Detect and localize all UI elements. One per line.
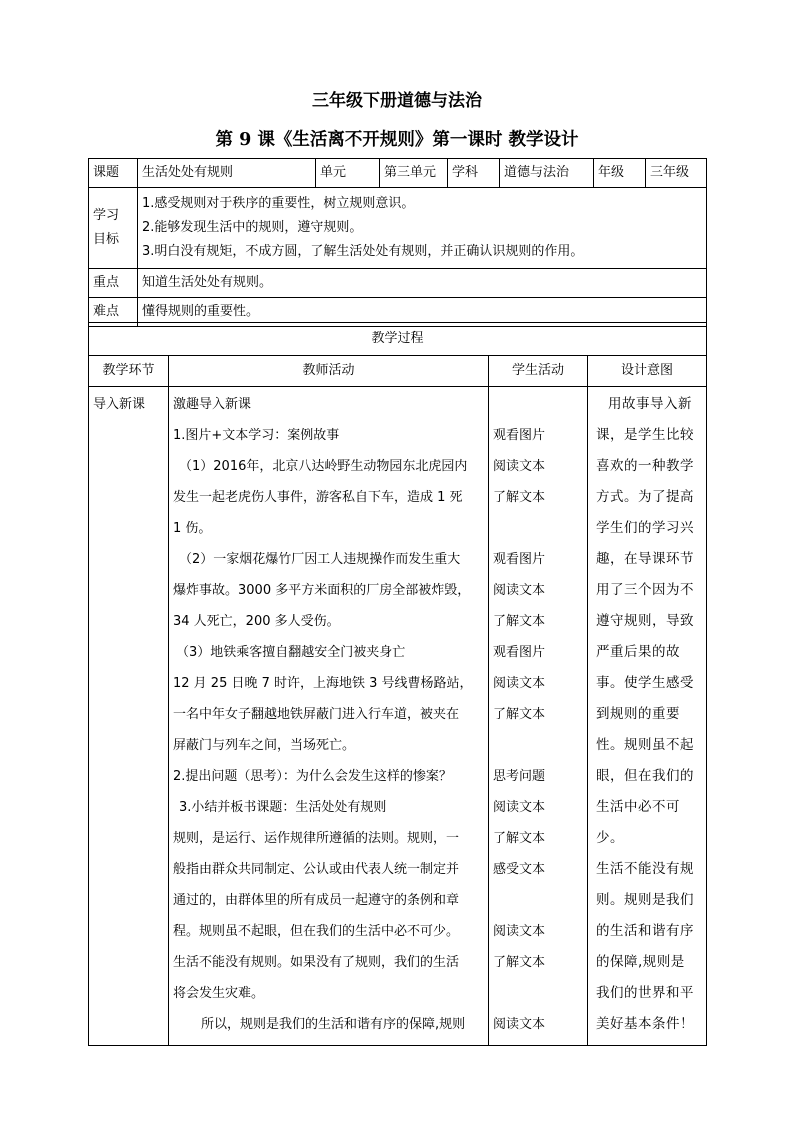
goals-content — [138, 188, 707, 269]
teacher-line: 程。规则虽不起眼，但在我们的生活中必不可少。 — [173, 924, 460, 939]
teacher-line: （3）地铁乘客擅自翻越安全门被夹身亡 — [176, 645, 406, 660]
header-teacher: 教师活动 — [169, 356, 489, 387]
student-line: 阅读文本 — [493, 1017, 546, 1032]
student-line — [493, 885, 583, 916]
key-point-value: 知道生活处处有规则。 — [138, 269, 707, 298]
student-line — [493, 513, 583, 544]
teacher-line: 所以，规则是我们的生活和谐有序的保障,规则 — [201, 1017, 466, 1032]
student-line: 阅读文本 — [493, 676, 546, 691]
teacher-line: 34 人死亡，200 多人受伤。 — [173, 614, 340, 629]
stage-name: 导入新课 — [93, 397, 146, 412]
student-line: 阅读文本 — [493, 459, 546, 474]
stage-cell — [89, 387, 169, 1046]
student-line: 了解文本 — [493, 707, 546, 722]
teacher-line: 一名中年女子翻越地铁屏蔽门进入行车道，被夹在 — [173, 707, 460, 722]
student-line: 了解文本 — [493, 831, 546, 846]
student-line: 了解文本 — [493, 955, 546, 970]
goals-label-line2: 目标 — [93, 232, 120, 247]
teacher-line: 爆炸事故。3000 多平方米面积的厂房全部被炸毁， — [173, 583, 471, 598]
student-line: 了解文本 — [493, 614, 546, 629]
student-line — [493, 730, 583, 761]
teacher-line: 规则，是运行、运作规律所遵循的法则。规则，一 — [173, 831, 460, 846]
topic-label: 课题 — [89, 159, 138, 188]
student-line: 观看图片 — [493, 552, 546, 567]
student-line: 观看图片 — [493, 645, 546, 660]
teacher-line: 激趣导入新课 — [173, 397, 252, 412]
goal-item: 1.感受规则对于秩序的重要性，树立规则意识。 — [142, 196, 415, 211]
teacher-line: （1）2016年，北京八达岭野生动物园东北虎园内 — [179, 459, 468, 474]
grade-label: 年级 — [594, 159, 646, 188]
difficult-point-label: 难点 — [89, 298, 138, 327]
difficult-point-value: 懂得规则的重要性。 — [138, 298, 707, 327]
topic-value: 生活处处有规则 — [138, 159, 316, 188]
teacher-line: 1.图片+文本学习：案例故事 — [173, 428, 340, 443]
student-line: 观看图片 — [493, 428, 546, 443]
lesson-subtitle: 第 9 课《生活离不开规则》第一课时 教学设计 — [215, 130, 579, 150]
teacher-line: 通过的，由群体里的所有成员一起遵守的条例和章 — [173, 893, 460, 908]
goal-item: 2.能够发现生活中的规则，遵守规则。 — [142, 220, 363, 235]
unit-value: 第三单元 — [380, 159, 448, 188]
teacher-line: 屏蔽门与列车之间，当场死亡。 — [173, 738, 356, 753]
subject-value: 道德与法治 — [500, 159, 594, 188]
design-intent-paragraph: 生活不能没有规则。规则是我们的生活和谐有序的保障,规则是我们的世界和平美好基本条件！ — [596, 861, 694, 1032]
student-line: 阅读文本 — [493, 800, 546, 815]
lesson-info-table — [88, 158, 707, 327]
student-activity-cell — [489, 387, 588, 1046]
subject-label: 学科 — [448, 159, 500, 188]
student-line: 感受文本 — [493, 862, 546, 877]
header-student: 学生活动 — [489, 356, 588, 387]
teacher-activity-cell — [169, 387, 489, 1046]
teacher-line: 2.提出问题（思考）：为什么会发生这样的惨案？ — [173, 769, 452, 784]
teacher-line: （2）一家烟花爆竹厂因工人违规操作而发生重大 — [179, 552, 461, 567]
student-line: 思考问题 — [493, 769, 546, 784]
key-point-label: 重点 — [89, 269, 138, 298]
goals-label — [89, 188, 138, 269]
header-design: 设计意图 — [588, 356, 707, 387]
teacher-line: 般指由群众共同制定、公认或由代表人统一制定并 — [173, 862, 460, 877]
teacher-line: 将会发生灾难。 — [173, 986, 265, 1001]
header-stage: 教学环节 — [89, 356, 169, 387]
design-intent-cell — [588, 387, 707, 1046]
teaching-process-table — [88, 322, 707, 1046]
process-section-title: 教学过程 — [89, 323, 707, 356]
student-line — [493, 978, 583, 1009]
student-line: 阅读文本 — [493, 583, 546, 598]
unit-label: 单元 — [316, 159, 380, 188]
student-line: 阅读文本 — [493, 924, 546, 939]
student-line: 了解文本 — [493, 490, 546, 505]
grade-value: 三年级 — [646, 159, 707, 188]
design-intent-paragraph: 用故事导入新课，是学生比较喜欢的一种教学方式。为了提高学生们的学习兴趣，在导课环节用了三个因为不遵守规则，导致严重后果的故事。使学生感受到规则的重要性。规则虽不起眼，但在我们的生活中必不可少。 — [596, 396, 694, 846]
goals-label-line1: 学习 — [93, 208, 120, 223]
teacher-line: 3.小结并板书课题：生活处处有规则 — [179, 800, 387, 815]
teacher-line: 1 伤。 — [173, 521, 212, 536]
document-title: 三年级下册道德与法治 — [312, 91, 482, 111]
student-line — [493, 389, 583, 420]
teacher-line: 生活不能没有规则。如果没有了规则，我们的生活 — [173, 955, 460, 970]
goal-item: 3.明白没有规矩，不成方圆，了解生活处处有规则，并正确认识规则的作用。 — [142, 244, 584, 259]
teacher-line: 12 月 25 日晚 7 时许，上海地铁 3 号线曹杨路站， — [173, 676, 473, 691]
teacher-line: 发生一起老虎伤人事件，游客私自下车，造成 1 死 — [173, 490, 463, 505]
